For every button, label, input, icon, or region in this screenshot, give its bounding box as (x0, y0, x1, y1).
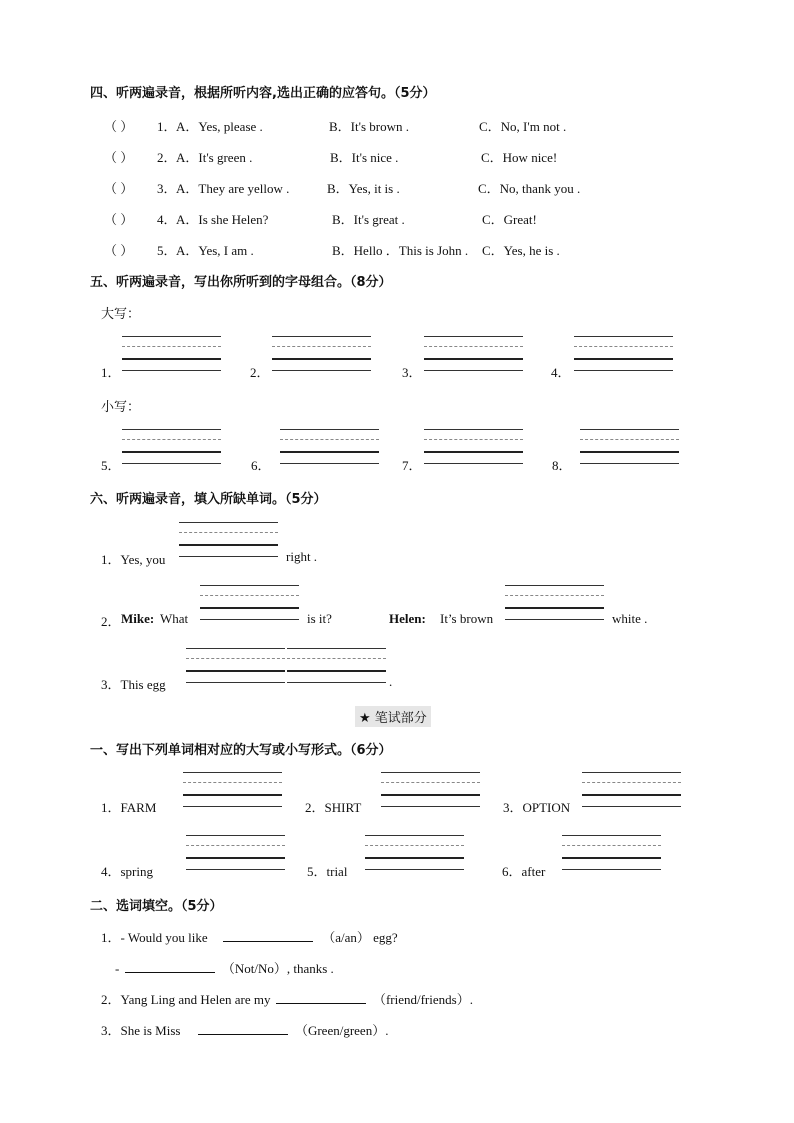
word-item: 1．FARM (101, 800, 157, 815)
option-b: B．Hello ．This is John . (332, 243, 469, 258)
answer-blank[interactable] (276, 991, 366, 1004)
q1-prefix: 1．Yes, you (101, 552, 166, 567)
item-number: 4． (551, 365, 571, 380)
q2-is-it: is it? (307, 611, 332, 626)
word-item: 5．trial (307, 864, 348, 879)
writing-grid[interactable] (562, 835, 661, 869)
fill-q1a-prefix: 1．- Would you like (101, 930, 208, 945)
item-number: 6． (251, 458, 271, 473)
section-4-title: 四、听两遍录音，根据所听内容,选出正确的应答句。（5分） (90, 86, 436, 101)
speaker-mike: Mike: (121, 611, 155, 626)
writing-grid[interactable] (574, 336, 673, 370)
writing-grid[interactable] (272, 336, 371, 370)
option-c: C．No, I'm not . (479, 119, 567, 134)
section-6-title: 六、听两遍录音，填入所缺单词。（5分） (90, 492, 327, 507)
writing-grid[interactable] (505, 585, 604, 619)
word-item: 3．OPTION (503, 800, 571, 815)
item-number: 1． (101, 365, 121, 380)
answer-blank[interactable] (125, 960, 215, 973)
question-number: 5． (157, 243, 177, 258)
option-c: C．No, thank you . (478, 181, 581, 196)
fill-q3-prefix: 3．She is Miss (101, 1023, 181, 1038)
answer-paren[interactable]: （ ） (104, 119, 134, 134)
question-number: 2． (157, 150, 177, 165)
writing-grid[interactable] (200, 585, 299, 619)
q1-suffix: right . (286, 549, 318, 564)
option-c: C．How nice! (481, 150, 558, 165)
item-number: 7． (402, 458, 422, 473)
option-a: A．Yes, please . (176, 119, 263, 134)
option-a: A．It's green . (176, 150, 253, 165)
option-a: A．Is she Helen? (176, 212, 269, 227)
fill-q3 (101, 1020, 388, 1039)
writing-grid[interactable] (280, 429, 379, 463)
answer-paren[interactable]: （ ） (104, 212, 134, 227)
option-c: C．Yes, he is . (482, 243, 560, 258)
option-c: C．Great! (482, 212, 537, 227)
writing-grid[interactable] (580, 429, 679, 463)
fill-q3-suffix: （Green/green）. (294, 1023, 389, 1038)
question-number: 1． (157, 119, 177, 134)
written-1-title: 一、写出下列单词相对应的大写或小写形式。（6分） (90, 743, 392, 758)
writing-grid[interactable] (186, 835, 285, 869)
option-a: A．They are yellow . (176, 181, 290, 196)
answer-paren[interactable]: （ ） (104, 243, 134, 258)
fill-q2-suffix: （friend/friends）. (372, 992, 473, 1007)
option-a: A．Yes, I am . (176, 243, 254, 258)
item-number: 5． (101, 458, 121, 473)
fill-q1b (115, 958, 334, 977)
question-number: 3． (157, 181, 177, 196)
fill-q2 (101, 989, 473, 1008)
writing-grid[interactable] (424, 336, 523, 370)
writing-grid[interactable] (186, 648, 285, 682)
writing-grid[interactable] (582, 772, 681, 806)
item-number: 3． (402, 365, 422, 380)
section-5-title: 五、听两遍录音，写出你所听到的字母组合。（8分） (90, 275, 392, 290)
answer-paren[interactable]: （ ） (104, 181, 134, 196)
option-b: B．It's great . (332, 212, 405, 227)
answer-blank[interactable] (198, 1022, 288, 1035)
option-b: B．It's nice . (330, 150, 399, 165)
fill-q1a (101, 927, 398, 946)
writing-grid[interactable] (179, 522, 278, 556)
lowercase-label: 小写： (101, 400, 141, 415)
option-b: B．It's brown . (329, 119, 409, 134)
q2-what: What (160, 611, 189, 626)
uppercase-label: 大写： (101, 307, 141, 322)
writing-grid[interactable] (287, 648, 386, 682)
q2-white: white . (612, 611, 648, 626)
item-number: 8． (552, 458, 572, 473)
q2-brown: It’s brown (440, 611, 494, 626)
answer-paren[interactable]: （ ） (104, 150, 134, 165)
written-part-badge: ★ 笔试部分 (355, 706, 431, 727)
writing-grid[interactable] (365, 835, 464, 869)
writing-grid[interactable] (122, 429, 221, 463)
q3-suffix: . (389, 674, 393, 689)
option-b: B．Yes, it is . (327, 181, 400, 196)
speaker-helen: Helen: (389, 611, 426, 626)
item-number: 2． (250, 365, 270, 380)
q3-prefix: 3．This egg (101, 677, 166, 692)
fill-q1b-prefix: - (115, 961, 120, 976)
question-number: 4． (157, 212, 177, 227)
word-item: 2．SHIRT (305, 800, 362, 815)
writing-grid[interactable] (183, 772, 282, 806)
fill-q1b-suffix: （Not/No）, thanks . (221, 961, 334, 976)
word-item: 6．after (502, 864, 546, 879)
word-item: 4．spring (101, 864, 154, 879)
answer-blank[interactable] (223, 929, 313, 942)
writing-grid[interactable] (424, 429, 523, 463)
writing-grid[interactable] (122, 336, 221, 370)
fill-q1a-suffix: （a/an） egg? (322, 930, 398, 945)
writing-grid[interactable] (381, 772, 480, 806)
fill-q2-prefix: 2．Yang Ling and Helen are my (101, 992, 271, 1007)
written-2-title: 二、选词填空。（5分） (90, 899, 223, 914)
q2-number: 2． (101, 614, 121, 629)
